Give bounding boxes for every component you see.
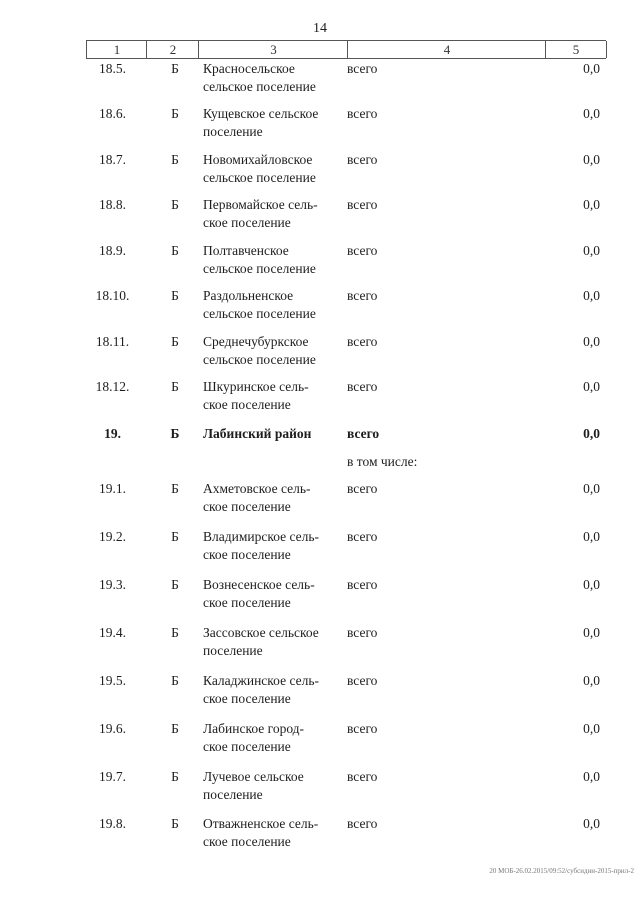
column-header-4: 4 [347,41,546,58]
row-name-line: Шкуринское сель- [203,379,309,394]
row-name-line: ское поселение [203,691,291,706]
row-value: 0,0 [583,577,600,592]
row-name-line: сельское поселение [203,79,316,94]
row-category: Б [171,197,179,212]
row-category: Б [171,529,179,544]
row-number: 19.8. [99,816,126,831]
row-category: Б [171,816,179,831]
row-number: 18.5. [99,61,126,76]
row-name-line: сельское поселение [203,170,316,185]
row-name-line: Отважненское сель- [203,816,319,831]
row-name-line: поселение [203,787,263,802]
row-kind: всего [347,769,378,784]
row-name-line: ское поселение [203,595,291,610]
row-category: Б [171,288,179,303]
row-name [203,672,336,708]
row-name [203,333,336,369]
table-column-header [86,40,606,59]
row-name-line: Вознесенское сель- [203,577,315,592]
row-name [203,425,336,443]
row-number: 18.9. [99,243,126,258]
row-number: 19.1. [99,481,126,496]
row-number: 19.2. [99,529,126,544]
row-kind: всего [347,379,378,394]
row-kind: всего [347,673,378,688]
row-value: 0,0 [583,243,600,258]
row-name [203,720,336,756]
column-header-2: 2 [146,41,199,58]
row-name-line: Среднечубуркское [203,334,309,349]
row-value: 0,0 [583,288,600,303]
row-name [203,105,336,141]
row-category: Б [171,721,179,736]
row-value: 0,0 [583,61,600,76]
row-name-line: ское поселение [203,499,291,514]
row-category: Б [171,61,179,76]
row-number: 18.7. [99,152,126,167]
row-kind: всего [347,243,378,258]
row-name-line: поселение [203,124,263,139]
row-number: 18.12. [95,379,130,394]
row-number: 18.6. [99,106,126,121]
row-name-line: Владимирское сель- [203,529,320,544]
row-kind: всего [347,816,378,831]
row-name-line: ское поселение [203,547,291,562]
row-value: 0,0 [583,769,600,784]
row-number: 18.11. [95,334,130,349]
subtotal-label: в том числе: [347,454,418,469]
row-value: 0,0 [583,106,600,121]
row-name [203,576,336,612]
row-value: 0,0 [583,152,600,167]
row-number: 19.6. [99,721,126,736]
row-name-line: ское поселение [203,397,291,412]
row-name-line: Красносельское [203,61,295,76]
row-kind: всего [347,106,378,121]
row-kind: всего [347,577,378,592]
row-name-line: Каладжинское сель- [203,673,319,688]
row-name-line: Ахметовское сель- [203,481,311,496]
row-name [203,242,336,278]
row-category: Б [171,106,179,121]
row-name-line: ское поселение [203,215,291,230]
row-name-line: Лабинское город- [203,721,305,736]
row-category: Б [171,379,179,394]
row-name [203,768,336,804]
column-header-5: 5 [545,41,607,58]
row-category: Б [171,625,179,640]
row-value: 0,0 [583,379,600,394]
row-kind: всего [347,481,378,496]
row-kind: всего [347,152,378,167]
row-name-line: Кущевское сельское [203,106,319,121]
row-name [203,196,336,232]
row-category: Б [171,769,179,784]
row-kind: всего [347,529,378,544]
row-number: 19.5. [99,673,126,688]
row-value: 0,0 [583,721,600,736]
column-header-1: 1 [86,41,147,58]
row-name [203,624,336,660]
row-name [203,151,336,187]
row-name-line: Полтавченское [203,243,289,258]
row-number: 18.10. [95,288,130,303]
row-name [203,287,336,323]
row-name-line: ское поселение [203,834,291,849]
row-kind: всего [347,334,378,349]
row-name [203,528,336,564]
row-number: 19.7. [99,769,126,784]
row-value: 0,0 [583,426,600,441]
row-name-line: сельское поселение [203,352,316,367]
row-kind: всего [347,625,378,640]
row-name-line: Зассовское сельское [203,625,319,640]
row-kind: всего [347,426,380,441]
row-value: 0,0 [583,334,600,349]
row-name-line: сельское поселение [203,261,316,276]
row-category: Б [171,673,179,688]
row-value: 0,0 [583,625,600,640]
row-category: Б [170,426,180,441]
row-kind: всего [347,61,378,76]
row-category: Б [171,481,179,496]
row-name-line: сельское поселение [203,306,316,321]
row-value: 0,0 [583,481,600,496]
row-name [203,815,336,851]
row-value: 0,0 [583,197,600,212]
column-header-3: 3 [198,41,348,58]
row-name [203,480,336,516]
page-number: 14 [313,21,327,36]
row-name-line: Новомихайловское [203,152,313,167]
row-number: 19.4. [99,625,126,640]
row-name-line: поселение [203,643,263,658]
row-name [203,60,336,96]
row-name [203,378,336,414]
row-kind: всего [347,288,378,303]
row-name-line: ское поселение [203,739,291,754]
row-name-line: Лучевое сельское [203,769,304,784]
row-category: Б [171,152,179,167]
row-name-line: Раздольненское [203,288,294,303]
row-category: Б [171,577,179,592]
row-category: Б [171,243,179,258]
document-footer: 20 МОБ-26.02.2015/09:52/субсидии-2015-прил-2 [489,867,634,875]
row-name-line: Лабинский район [203,426,312,441]
row-number: 18.8. [99,197,126,212]
row-category: Б [171,334,179,349]
row-value: 0,0 [583,673,600,688]
row-number: 19. [104,426,121,441]
row-number: 19.3. [99,577,126,592]
row-value: 0,0 [583,529,600,544]
row-kind: всего [347,197,378,212]
row-value: 0,0 [583,816,600,831]
row-kind: всего [347,721,378,736]
row-name-line: Первомайское сель- [203,197,318,212]
